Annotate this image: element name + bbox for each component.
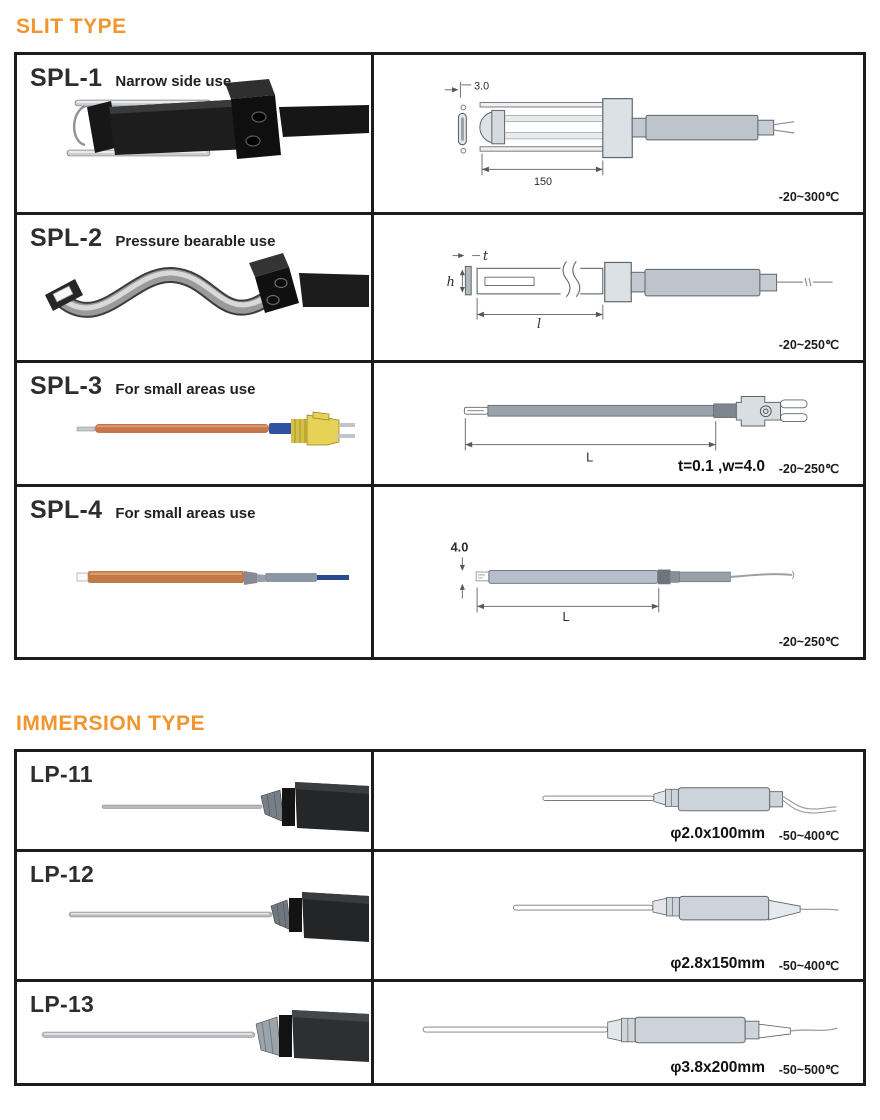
spl2-right-cell (374, 215, 863, 360)
spec-label-lp13: φ3.8x200mm (670, 1059, 765, 1076)
model-name-spl3: SPL-3 (30, 372, 103, 400)
slit-type-table (14, 52, 866, 660)
table-row-lp12 (17, 852, 863, 982)
model-description-spl3: For small areas use (115, 381, 256, 398)
spl2-left-cell (17, 215, 374, 360)
dimension-label-spl2-h: h (446, 275, 455, 291)
temperature-range-lp13: -50~500℃ (778, 1063, 839, 1077)
section-title-immersion-type: IMMERSION TYPE (16, 712, 206, 735)
table-row-spl2 (17, 215, 863, 363)
temperature-range-spl4: -20~250℃ (778, 635, 839, 649)
temperature-range-spl3: -20~250℃ (778, 462, 839, 476)
dimension-label-spl1-width: 3.0 (474, 80, 490, 93)
lp12-left-cell (17, 852, 374, 979)
model-description-spl2: Pressure bearable use (115, 233, 276, 250)
spec-label-spl3: t=0.1 ,w=4.0 (677, 458, 765, 475)
table-row-lp11 (17, 752, 863, 852)
dimension-label-spl3-length: L (586, 449, 594, 465)
temperature-range-lp12: -50~400℃ (778, 959, 839, 973)
model-name-lp11: LP-11 (30, 761, 93, 787)
dimension-label-spl4-length: L (562, 609, 570, 625)
dimension-label-spl2-l: l (537, 317, 542, 333)
immersion-type-table (14, 749, 866, 1086)
model-name-lp12: LP-12 (30, 861, 95, 887)
section-title-slit-type: SLIT TYPE (16, 15, 127, 38)
spl4-right-cell (374, 487, 863, 657)
spl1-left-cell (17, 55, 374, 212)
lp13-left-cell (17, 982, 374, 1083)
table-row-spl4 (17, 487, 863, 657)
spl4-left-cell (17, 487, 374, 657)
model-name-lp13: LP-13 (30, 991, 95, 1017)
table-row-spl3 (17, 363, 863, 487)
model-name-spl1: SPL-1 (30, 64, 103, 92)
table-row-spl1 (17, 55, 863, 215)
spl3-left-cell (17, 363, 374, 484)
spec-label-lp11: φ2.0x100mm (670, 825, 765, 842)
spl1-right-cell (374, 55, 863, 212)
model-description-spl1: Narrow side use (115, 73, 232, 90)
lp13-right-cell (374, 982, 863, 1083)
temperature-range-spl2: -20~250℃ (778, 338, 839, 352)
table-row-lp13 (17, 982, 863, 1083)
lp12-right-cell (374, 852, 863, 979)
dimension-label-spl4-thickness: 4.0 (450, 539, 469, 555)
temperature-range-lp11: -50~400℃ (778, 829, 839, 843)
temperature-range-spl1: -20~300℃ (778, 190, 839, 204)
spl3-right-cell (374, 363, 863, 484)
spec-label-lp12: φ2.8x150mm (670, 955, 765, 972)
technical-drawing-spl4 (374, 487, 863, 657)
model-name-spl2: SPL-2 (30, 224, 103, 252)
model-name-spl4: SPL-4 (30, 496, 103, 524)
lp11-right-cell (374, 752, 863, 849)
lp11-left-cell (17, 752, 374, 849)
model-description-spl4: For small areas use (115, 505, 256, 522)
dimension-label-spl1-length: 150 (534, 176, 553, 189)
dimension-label-spl2-t: t (482, 249, 489, 265)
